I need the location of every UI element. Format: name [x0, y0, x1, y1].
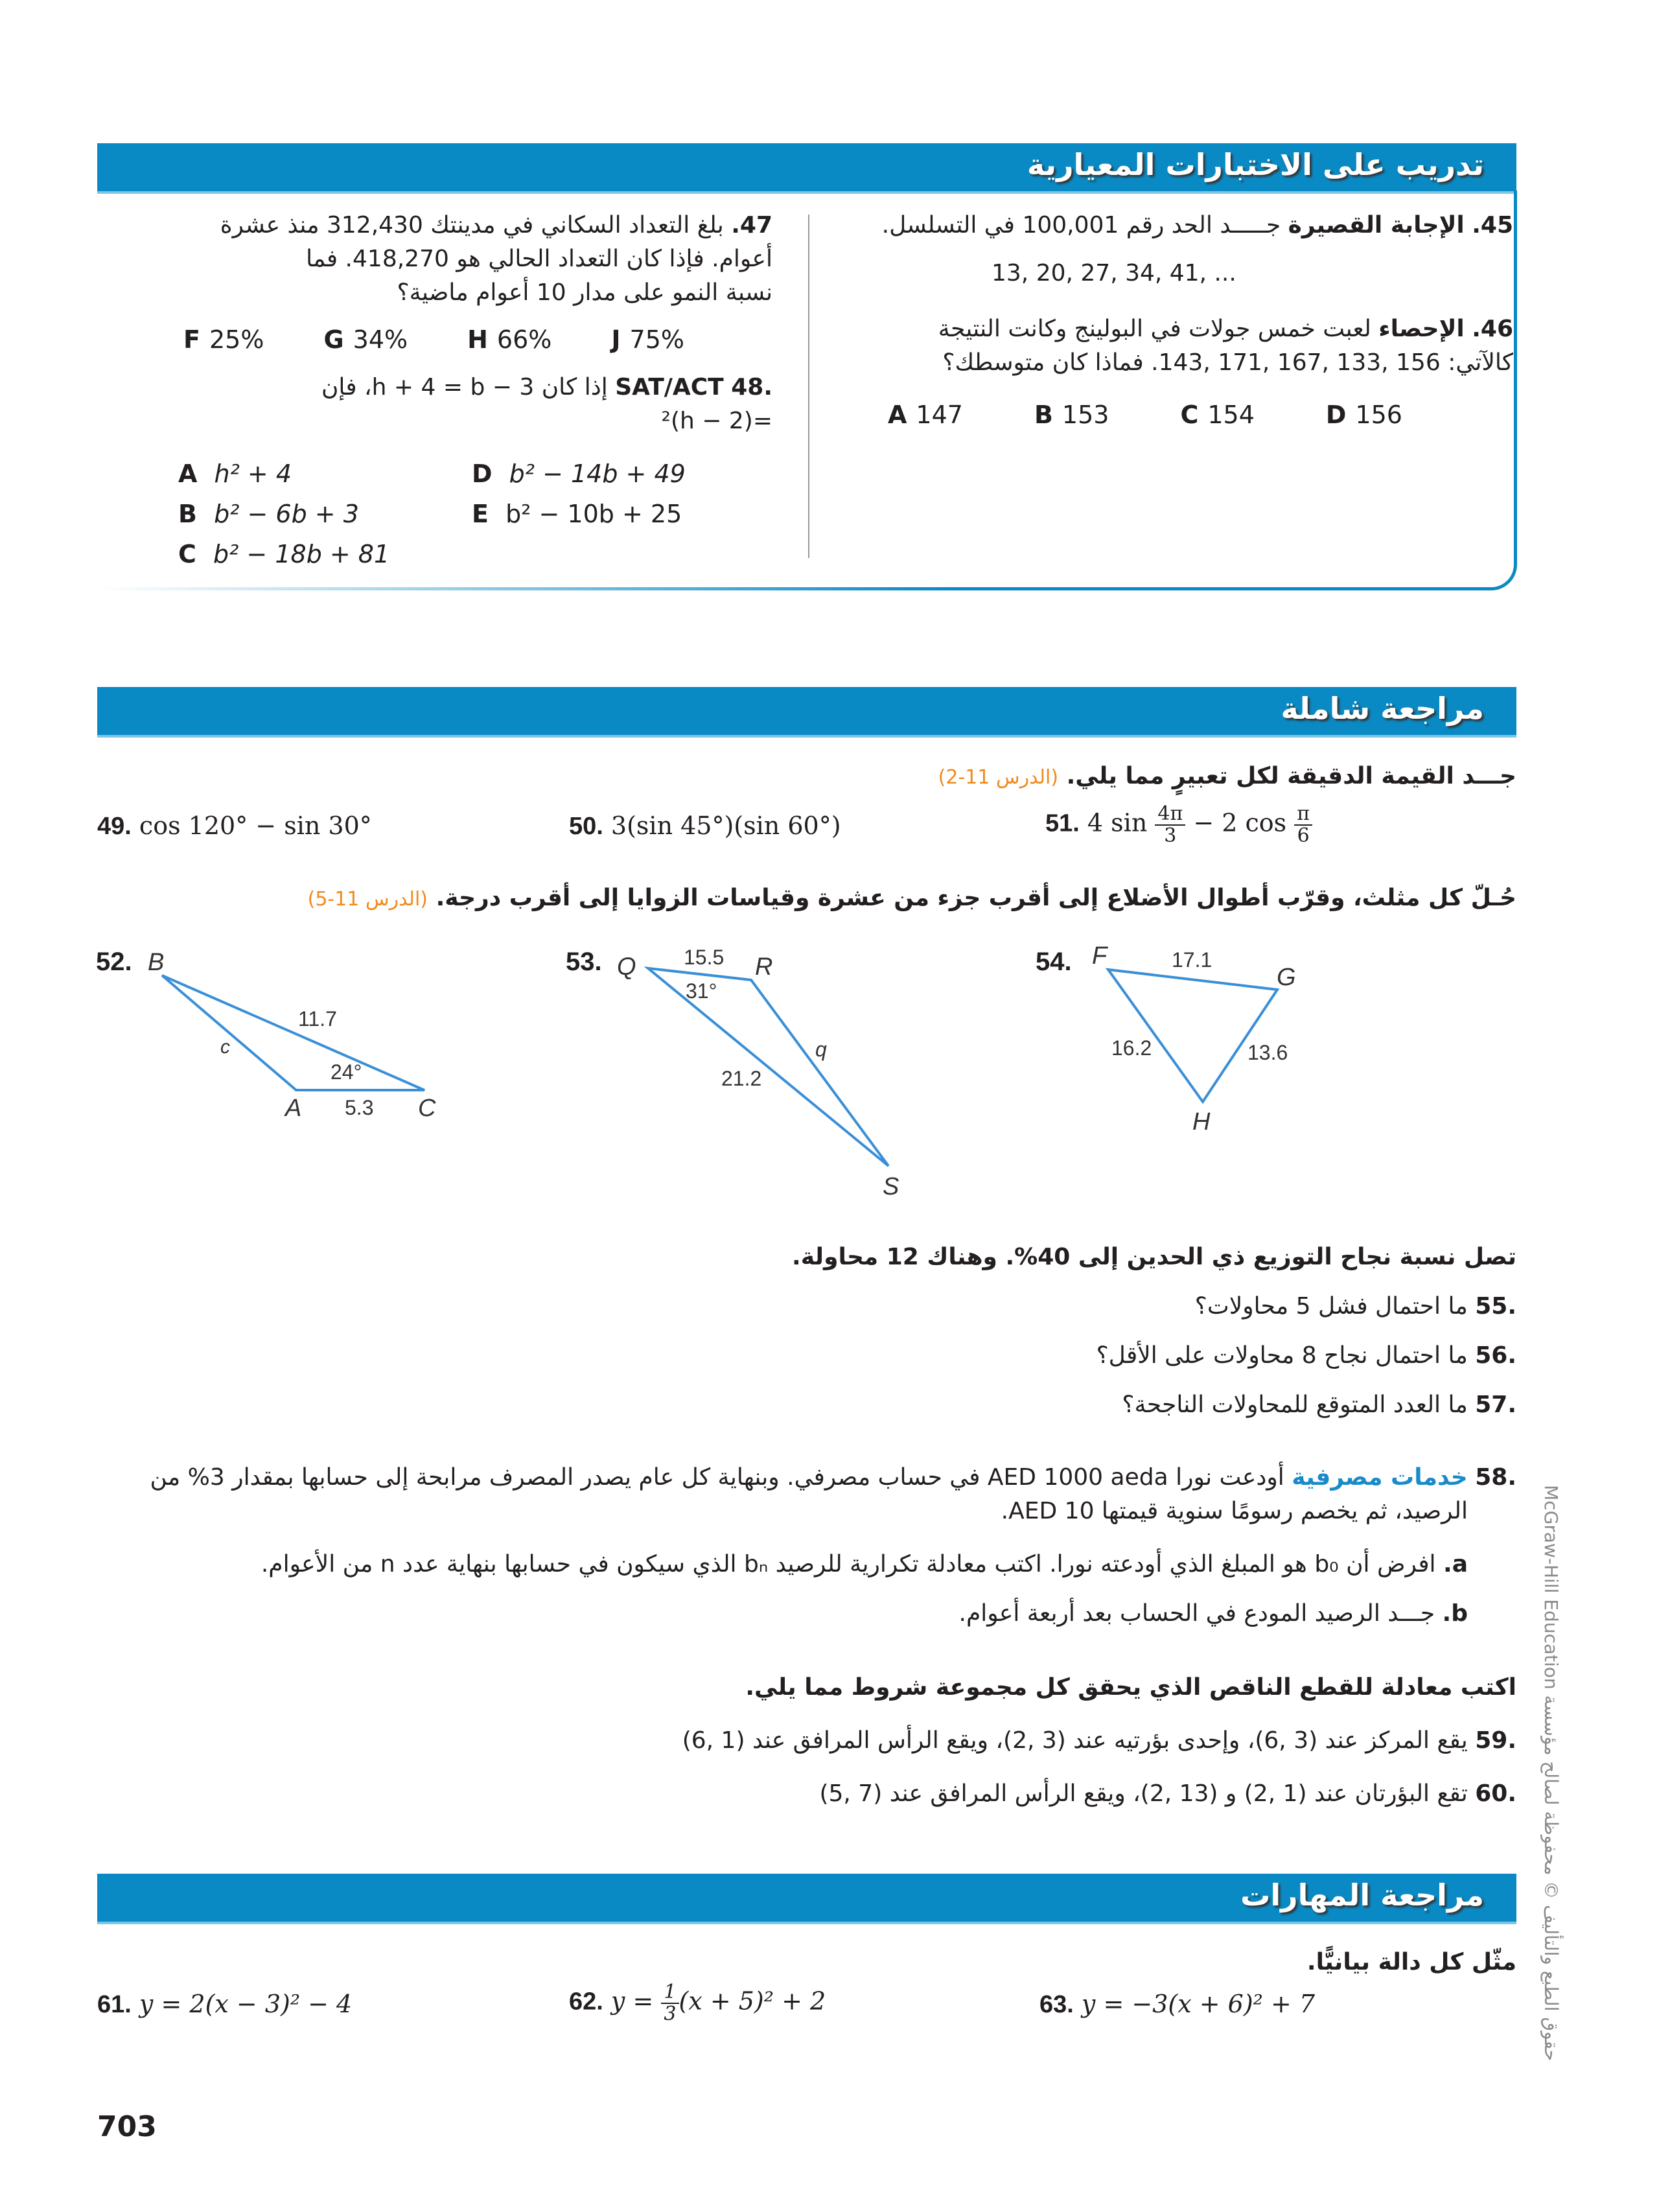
svg-text:54.: 54. [1036, 948, 1072, 976]
svg-text:15.5: 15.5 [684, 946, 725, 969]
svg-text:S: S [883, 1173, 899, 1200]
svg-text:R: R [755, 953, 773, 981]
question-58: .58 خدمات مصرفية أودعت نورا AED 1000 aeda في حساب مصرفي. وبنهاية كل عام يصدر المصرف مرابحة إلى حسابها بمقدار 3% من الرصيد، ثم يخصم رسومًا سنوية قيمتها AED 10. a. افرض أن b₀ هو المبلغ الذي أودعته نورا. اكتب معادلة تكرارية للرصيد bₙ الذي سيكون في حسابها بنهاية عدد n من الأعوام. b. جـــد الرصيد المودع في الحساب بعد أربعة أعوام. [130, 1461, 1516, 1631]
binomial-block: تصل نسبة نجاح التوزيع ذي الحدين إلى 40%. وهناك 12 محاولة. .55 ما احتمال فشل 5 محاولات؟ .56 ما احتمال نجاح 8 محاولات على الأقل؟ .57 ما العدد المتوقع للمحاولات الناجحة؟ [792, 1244, 1516, 1418]
copyright-notice: حقوق الطبع والتأليف © محفوظة لصالح مؤسسة McGraw-Hill Education [1540, 1485, 1562, 2061]
svg-text:C: C [418, 1095, 436, 1122]
choice-a[interactable]: A h² + 4 [178, 460, 292, 488]
svg-text:31°: 31° [686, 979, 717, 1003]
lesson-ref[interactable]: (الدرس 11-5) [307, 888, 428, 911]
question-48: .48 SAT/ACT إذا كان h + 4 = b − 3، فإن =(h − 2)² [321, 374, 772, 434]
choice-h[interactable]: H 66% [467, 325, 552, 354]
svg-text:17.1: 17.1 [1172, 948, 1212, 972]
triangle-52 [96, 948, 436, 1122]
question-63: 63. y = −3(x + 6)² + 7 [1039, 1990, 1316, 2018]
lesson-ref[interactable]: (الدرس 11-2) [938, 766, 1059, 789]
section-banner-skills-review: مراجعة المهارات [97, 1874, 1516, 1924]
triangle-53 [566, 946, 899, 1200]
section-banner-standardized-test: تدريب على الاختبارات المعيارية [97, 143, 1516, 194]
instruction-solve-triangle: حُـلّ كل مثلث، وقرّب أطوال الأضلاع إلى أقرب جزء من عشرة وقياسات الزوايا إلى أقرب درجة. (الدرس 11-5) [307, 885, 1516, 911]
question-62: 62. y = $\frac{1}{3}$ (x + 5)² + 2 [569, 1981, 826, 2025]
triangle-54 [1036, 942, 1296, 1135]
svg-text:13.6: 13.6 [1247, 1041, 1288, 1064]
section-banner-comprehensive-review: مراجعة شاملة [97, 687, 1516, 738]
question-49: 49. cos 120° − sin 30° [97, 811, 372, 840]
choice-b[interactable]: B b² − 6b + 3 [178, 500, 359, 528]
svg-text:11.7: 11.7 [298, 1007, 337, 1030]
svg-text:21.2: 21.2 [721, 1067, 762, 1090]
choice-a[interactable]: A 147 [888, 401, 963, 429]
instruction-graph: مثّل كل دالة بيانيًّا. [1306, 1949, 1516, 1975]
svg-text:Q: Q [617, 953, 636, 981]
q58-part-b: b. جـــد الرصيد المودع في الحساب بعد أربعة أعوام. [958, 1600, 1468, 1627]
choice-d[interactable]: D 156 [1325, 401, 1402, 429]
page-number: 703 [97, 2110, 157, 2143]
question-50: 50. 3(sin 45°)(sin 60°) [569, 811, 841, 840]
question-45: 45. الإجابة القصيرة جـــــد الحد رقم 100,001 في التسلسل. [881, 212, 1513, 239]
svg-text:q: q [815, 1038, 827, 1061]
question-46: 46. الإحصاء لعبت خمس جولات في البولينج وكانت النتيجة كالآتي: 156 ,133 ,167 ,171 ,143. فماذا كان متوسطك؟ [938, 316, 1513, 376]
choice-j[interactable]: J 75% [611, 325, 684, 354]
svg-text:52.: 52. [96, 948, 132, 976]
svg-text:F: F [1092, 942, 1108, 970]
question-47: 47. بلغ التعداد السكاني في مدينتك 312,430 منذ عشرة أعوام. فإذا كان التعداد الحالي هو 418,270. فما نسبة النمو على مدار 10 أعوام ماضية؟ [220, 212, 772, 306]
svg-text:c: c [220, 1036, 230, 1058]
svg-text:H: H [1192, 1108, 1211, 1135]
svg-text:5.3: 5.3 [345, 1096, 374, 1119]
choice-g[interactable]: G 34% [323, 325, 408, 354]
instruction-exact-value: جـــد القيمة الدقيقة لكل تعبيرٍ مما يلي. (الدرس 11-2) [938, 763, 1516, 789]
svg-text:53.: 53. [566, 948, 602, 976]
question-51: 51. 4 sin $\frac{4\pi}{3}$ − 2 cos $\frac{\pi}{6}$ [1045, 804, 1312, 846]
svg-text:16.2: 16.2 [1111, 1036, 1152, 1060]
choice-e[interactable]: E b² − 10b + 25 [472, 500, 682, 528]
svg-text:24°: 24° [331, 1060, 362, 1084]
q45-sequence: 13, 20, 27, 34, 41, ... [992, 260, 1236, 286]
ellipse-block: اكتب معادلة للقطع الناقص الذي يحقق كل مجموعة شروط مما يلي. .59 يقع المركز عند (3 ,6)، وإحدى بؤرتيه عند (3 ,2)، ويقع الرأس المرافق عند (1 ,6) .60 تقع البؤرتان عند (1 ,2) و (13 ,2)، ويقع الرأس المرافق عند (7 ,5) [682, 1674, 1516, 1807]
question-61: 61. y = 2(x − 3)² − 4 [97, 1990, 353, 2018]
choice-b[interactable]: B 153 [1034, 401, 1109, 429]
choice-c[interactable]: C b² − 18b + 81 [178, 540, 390, 568]
q58-part-a: a. افرض أن b₀ هو المبلغ الذي أودعته نورا. اكتب معادلة تكرارية للرصيد bₙ الذي سيكون في حسابها بنهاية عدد n من الأعوام. [261, 1551, 1468, 1578]
choice-d[interactable]: D b² − 14b + 49 [472, 460, 686, 488]
svg-text:G: G [1277, 964, 1296, 991]
svg-text:B: B [148, 949, 165, 976]
choice-f[interactable]: F 25% [183, 325, 264, 354]
choice-c[interactable]: C 154 [1180, 401, 1255, 429]
svg-text:A: A [285, 1095, 302, 1122]
